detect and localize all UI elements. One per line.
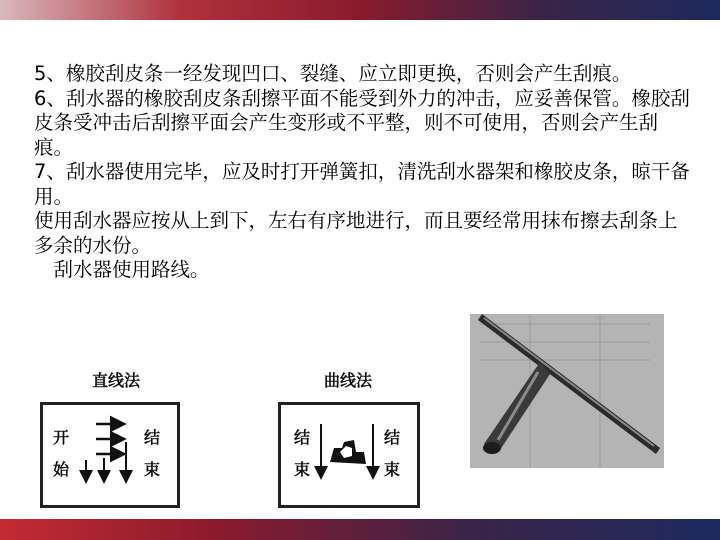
paragraph-route-caption: 刮水器使用路线。 xyxy=(34,258,210,281)
start-label-bottom: 始 xyxy=(53,460,70,479)
paragraph-6: 6、刮水器的橡胶刮皮条刮擦平面不能受到外力的冲击，应妥善保管。橡胶刮皮条受冲击后刮擦平面会产生变形或不平整，则不可使用，否则会产生刮痕。 xyxy=(34,86,690,159)
straight-line-title: 直线法 xyxy=(92,371,141,390)
paragraph-7: 7、刮水器使用完毕，应及时打开弹簧扣，清洗刮水器架和橡胶皮条，晾干备用。 xyxy=(34,160,690,208)
squeegee-illustration xyxy=(470,314,664,468)
end-label-bottom: 束 xyxy=(144,460,161,479)
paragraph-5: 5、橡胶刮皮条一经发现凹口、裂缝、应立即更换，否则会产生刮痕。 xyxy=(34,62,632,85)
curve-diagram xyxy=(260,352,440,512)
slide-body-text xyxy=(34,62,694,283)
curve-left-end-top: 结 xyxy=(294,428,311,447)
bottom-decorative-band xyxy=(0,519,720,540)
top-decorative-band xyxy=(0,0,720,20)
curve-title: 曲线法 xyxy=(324,371,373,390)
end-label-top: 结 xyxy=(144,428,161,447)
curve-left-end-bottom: 束 xyxy=(294,460,311,479)
curve-route-lines xyxy=(260,352,440,512)
straight-route-arrows xyxy=(40,352,225,512)
squeegee-photo xyxy=(470,314,664,468)
start-label-top: 开 xyxy=(53,428,70,447)
paragraph-usage: 使用刮水器应按从上到下，左右有序地进行，而且要经常用抹布擦去刮条上多余的水份。 xyxy=(34,209,678,257)
curve-right-end-top: 结 xyxy=(384,428,401,447)
curve-right-end-bottom: 束 xyxy=(384,460,401,479)
straight-line-diagram xyxy=(40,352,225,512)
